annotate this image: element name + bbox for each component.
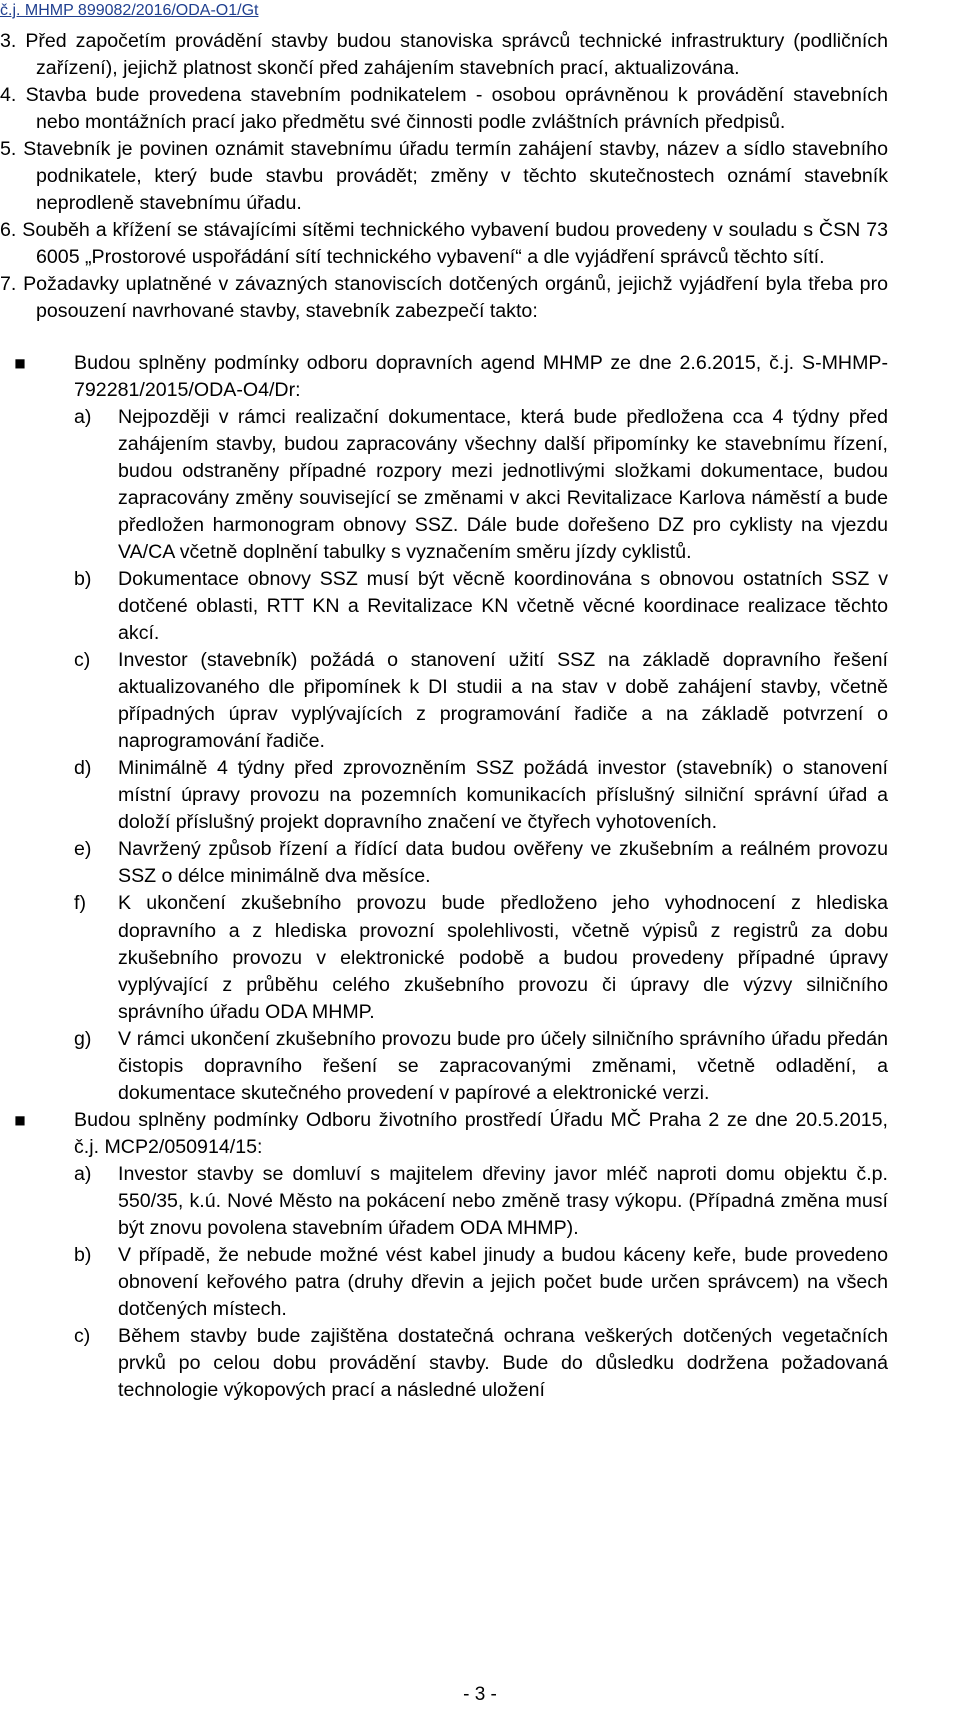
subitem-b: b) Dokumentace obnovy SSZ musí být věcně koordinována s obnovou ostatních SSZ v dotčené oblasti, RTT KN a Revitalizace KN včetně věcné koordinace realizace těchto akcí. <box>74 567 888 644</box>
subitem-e: e) Navržený způsob řízení a řídící data budou ověřeny ve zkušebním a reálném provozu SSZ o délce minimálně dva měsíce. <box>74 838 888 888</box>
condition-item-4: 4. Stavba bude provedena stavebním podnikatelem - osobou oprávněnou k provádění stavebních nebo montážních prací jako předmětu své činnosti podle zvláštních právních předpisů. <box>0 84 888 134</box>
subitem-g: g) V rámci ukončení zkušebního provozu bude pro účely silničního správního úřadu předán čistopis dopravního řešení se zapracovanými změnami, včetně odladění, a dokumentace skutečného provedení v papírové a elektronické verzi. <box>74 1027 888 1104</box>
bullet-heading: ■ Budou splněny podmínky Odboru životního prostředí Úřadu MČ Praha 2 ze dne 20.5.2015, č.j. MCP2/050914/15: <box>74 1107 888 1161</box>
bullet-heading: ■ Budou splněny podmínky odboru dopravních agend MHMP ze dne 2.6.2015, č.j. S-MHMP-792281/2015/ODA-O4/Dr: <box>74 350 888 404</box>
condition-item-3: 3. Před započetím provádění stavby budou stanoviska správců technické infrastruktury (podličních zařízení), jejichž platnost skončí před zahájením stavebních prací, aktualizována. <box>0 30 888 80</box>
condition-item-5: 5. Stavebník je povinen oznámit stavebnímu úřadu termín zahájení stavby, název a sídlo stavebního podnikatele, který bude stavbu provádět; změny v těchto skutečnostech oznámí stavebník neprodleně stavebnímu úřadu. <box>0 138 888 215</box>
subitem-d: d) Minimálně 4 týdny před zprovozněním SSZ požádá investor (stavebník) o stanovení místní úpravy provozu na pozemních komunikacích příslušný silniční správní úřad a doloží příslušný projekt dopravního značení ve čtyřech vyhotoveních. <box>74 757 888 834</box>
condition-item-6: 6. Souběh a křížení se stávajícími sítěmi technického vybavení budou provedeny v souladu s ČSN 73 6005 „Prostorové uspořádání sítí technického vybavení“ a dle vyjádření správců těchto sítí. <box>0 219 888 269</box>
subitem-a: a) Investor stavby se domluví s majitelem dřeviny javor mléč naproti domu objektu č.p. 550/35, k.ú. Nové Město na pokácení nebo změně trasy výkopu. (Případná změna musí být znovu povolena stavebním úřadem ODA MHMP). <box>74 1162 888 1240</box>
document-reference: č.j. MHMP 899082/2016/ODA-O1/Gt <box>0 2 259 19</box>
subitem-f: f) K ukončení zkušebního provozu bude předloženo jeho vyhodnocení z hlediska dopravního a z hlediska provozní spolehlivosti, včetně výpisů z registrů za dobu zkušebního provozu v elektronické podobě a budou provedeny případné úpravy vyplývající z průběhu celého zkušebního provozu či úpravy dle výzvy silničního správního úřadu ODA MHMP. <box>74 892 888 1023</box>
bullet-dopravni-agendy <box>0 350 888 1107</box>
document-body <box>0 28 888 1404</box>
bullet-zivotni-prostredi <box>0 1107 888 1405</box>
subitem-a: a) Nejpozději v rámci realizační dokumentace, která bude předložena cca 4 týdny před zahájením stavby, budou zapracovány všechny další připomínky ke stavebnímu řízení, budou odstraněny případné rozpory mezi jednotlivými složkami dokumentace, budou zapracovány změny související se změnami v akci Revitalizace Karlova náměstí a bude předložen harmonogram obnovy SSZ. Dále bude dořešeno DZ pro cyklisty na vjezdu VA/CA včetně doplnění tabulky s vyznačením směru jízdy cyklistů. <box>74 405 888 563</box>
square-bullet-icon: ■ <box>14 355 26 370</box>
subitem-b: b) V případě, že nebude možné vést kabel jinudy a budou káceny keře, bude provedeno obnovení keřového patra (druhy dřevin a jejich počet bude určen správcem) na všech dotčených místech. <box>74 1244 888 1321</box>
square-bullet-icon: ■ <box>14 1112 26 1127</box>
page-number: - 3 - <box>463 1684 497 1705</box>
subitem-c: c) Během stavby bude zajištěna dostatečná ochrana veškerých dotčených vegetačních prvků po celou dobu provádění stavby. Bude do důsledku dodržena požadovaná technologie výkopových prací a následné uložení <box>74 1325 888 1402</box>
condition-item-7: 7. Požadavky uplatněné v závazných stanoviscích dotčených orgánů, jejichž vyjádření byla třeba pro posouzení navrhované stavby, stavebník zabezpečí takto: <box>0 273 888 323</box>
subitem-c: c) Investor (stavebník) požádá o stanovení užití SSZ na základě dopravního řešení aktualizovaného dle připomínek k DI studii a na stav v době zahájení stavby, včetně případných úprav vyplývajících z programování řadiče a na základě potvrzení o naprogramování řadiče. <box>74 649 888 753</box>
